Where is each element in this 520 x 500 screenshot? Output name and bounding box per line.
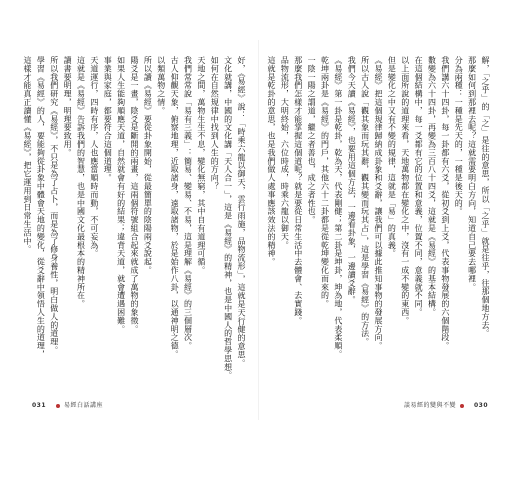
text-column: 所以讀《易經》要從卦象開始，從最簡單的陰陽兩爻說起。 [143,56,153,275]
text-column: 這就是《易經》告訴我們的智慧，也是中國文化最根本的精神所在。 [76,56,86,308]
footer-dot-icon [56,404,60,408]
text-column: 這樣才能真正讀懂《易經》，把它運用到日常生活中。 [23,56,32,254]
footer-dot-icon [460,404,464,408]
text-column: 這就是乾卦的意思，也是我們做人處事應該效法的精神。 [267,56,276,266]
text-column: 那麼如何到那裡去呢？這就需要明白方向，知道自己要去哪裡。 [467,56,477,292]
text-column: 我們講六十四卦，每一卦都有六爻，從初爻到上爻，代表事物發展的六個階段。 [440,56,450,350]
left-running-head: 易經白話講座 [64,402,104,409]
right-page [266,56,490,398]
right-page-text [266,56,490,398]
text-column: 以類萬物之情。 [156,56,166,115]
text-column: 好，《易經》說：「時乘六龍以御天，雲行雨施，品物流形」，這就是天行健的意思。 [237,56,246,368]
text-column: 事業與家庭，都要符合這個道理。 [103,56,113,182]
left-page-footer [32,400,103,409]
text-column: 數變為六十四卦，再變為三百八十四爻，這就是《易經》的基本結構。 [427,56,437,317]
text-column: 天道運行，四時有序，人也應當順時而動，不可妄為。 [89,56,99,258]
text-column: 學習《易經》的人，要能夠從卦象中體會天地的變化，從爻辭中領悟人生的道理， [36,56,46,359]
page-gutter [258,40,259,420]
text-column: 一陰一陽之謂道，繼之者善也，成之者性也。 [307,56,317,224]
text-column: 解，「之乎」的「之」是往的意思，所以「之乎」就是往乎，往那個地方去。 [481,56,490,338]
text-column: 我們常常說「易有三義」：簡易、變易、不易，這是理解《易經》的三個層次。 [183,56,193,350]
text-column: 那麼我們怎樣才能掌握這個道呢？就是要從日常生活中去體會、去實踐。 [293,56,303,325]
text-column: 以上面所說的道理來看，天地萬物都在變化之中，沒有一成不變的東西。 [400,56,410,325]
text-column: 乾坤兩卦是《易經》的門戶，其他六十二卦都是從乾坤變化而來的。 [320,56,330,308]
text-column: 如何在自然規律中找到人生的方向？ [210,56,220,191]
text-column: 讀書要明理，明理要致用。 [63,56,73,157]
text-column: 天地之間，萬物生生不息，變化無窮，其中自有道理可循。 [196,56,206,275]
text-column: 在這個結構中，每一爻都有它的位置和意義，位置不同，意義就不同。 [414,56,424,317]
text-column: 品物流形，大明終始，六位時成，時乘六龍以御天。 [280,56,290,250]
text-column: 分為兩種：一種是先天的，一種是後天的。 [454,56,464,216]
text-column: 《易經》第一卦是乾卦，乾為天，代表剛健；第二卦是坤卦，坤為地，代表柔順。 [333,56,343,359]
right-page-number: 030 [473,402,488,409]
right-running-head: 談易經的變與不變 [403,402,456,409]
text-column: 我們今天讀《易經》，也要用這個方法，一邊看卦象，一邊讀爻辭。 [347,56,357,304]
right-page-footer [404,400,488,409]
text-column: 所以古人說「觀其象而玩其辭，觀其變而玩其占」，這是學習《易經》的方法。 [360,56,370,346]
left-page-text [22,56,246,398]
text-column: 如果人生能夠順應天道，自然就會有好的結果；違背天道，就會遭遇困難。 [116,56,126,334]
text-column: 陽爻是一畫，陰爻是斷開的兩畫，這兩個符號組合起來就成了萬物的象徵。 [130,56,139,334]
left-page [22,56,246,398]
text-column: 《易經》把這個規律歸納成卦象和爻辭，讓我們可以據此推知事物的發展方向。 [374,56,383,350]
text-column: 文化就講，中國的文化講「天人合一」，這是《易經》的精神，也是中國人的哲學思想。 [223,56,233,380]
left-page-number: 031 [32,402,47,409]
text-column: 但是變化之中又有不變的規律，這就是「易」的真義。 [387,56,397,258]
text-column: 古人仰觀天象，俯察地理，近取諸身，遠取諸物，於是始作八卦，以通神明之德。 [170,56,180,359]
text-column: 所以我們研究《易經》，不只是為了占卜，而是為了修身養性，明白做人的道理。 [49,56,59,355]
